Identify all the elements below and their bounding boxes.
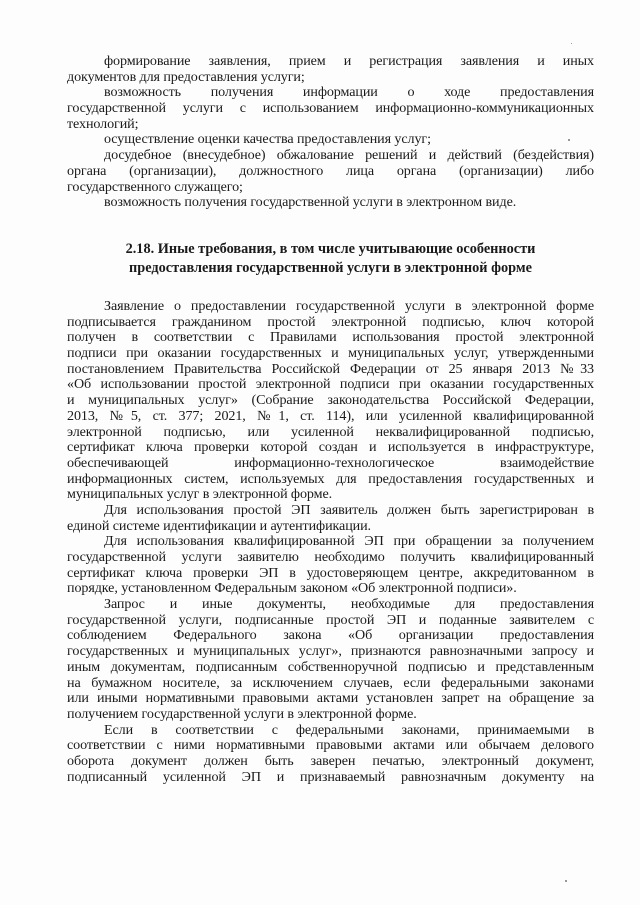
text-line: государственной услуги с использованием информационно-коммуникационных (67, 101, 594, 117)
text-line: органа (организации), должностного лица органа (организации) либо (67, 163, 594, 179)
text-line: иным документам, подписанным собственноручной подписью и представленным (67, 659, 594, 675)
text-line: или иными нормативными правовыми актами установлен запрет на обращение за (67, 691, 594, 707)
text-line: «Об использовании простой электронной подписи при оказании государственных (67, 377, 594, 393)
text-line: государственной услуги заявителю необходимо получить квалифицированный (67, 550, 594, 565)
scan-speck (568, 139, 570, 141)
text-line: возможность получения государственной услуги в электронном виде. (104, 195, 517, 211)
text-line: документов для предоставления услуги; (67, 69, 305, 85)
text-line: порядке, установленном Федеральным законом «Об электронной подписи». (67, 581, 517, 597)
text-line: на бумажном носителе, за исключением случаев, если федеральными законами (67, 675, 594, 691)
intro-list (67, 54, 594, 211)
text-line: 2013, №5, ст. 377; 2021, №1, ст. 114), или усиленной квалифицированной (67, 408, 594, 424)
heading-line: предоставления государственной услуги в электронной форме (129, 260, 532, 276)
text-line: Для использования простой ЭП заявитель должен быть зарегистрирован в (104, 502, 594, 518)
text-line: Заявление о предоставлении государственной услуги в электронной форме (104, 299, 594, 314)
text-line: Если в соответствии с федеральными законами, принимаемыми в (104, 722, 594, 738)
scan-speck (565, 880, 567, 882)
text-line: получен в соответствии с Правилами использования простой электронной (67, 330, 594, 346)
text-line: досудебное (внесудебное) обжалование решений и действий (бездействия) (104, 148, 594, 164)
text-line: осуществление оценки качества предоставления услуг; (104, 132, 431, 148)
text-line: соблюдением Федерального закона «Об организации предоставления (67, 628, 594, 644)
text-line: и муниципальных услуг» (Собрание законодательства Российской Федерации, (67, 393, 594, 409)
text-line: сертификат ключа проверки которой создан и используется в инфраструктуре, (67, 440, 594, 456)
text-line: государственного служащего; (67, 179, 243, 195)
text-line: возможность получения информации о ходе предоставления (104, 85, 594, 101)
text-line: Для использования квалифицированной ЭП при обращении за получением (104, 534, 594, 550)
text-line: государственных и муниципальных услуг», признаются равнозначными запросу и (67, 644, 594, 660)
text-line: информационных систем, используемых для предоставления государственных и (67, 471, 594, 487)
text-line: муниципальных услуг в электронной форме. (67, 487, 333, 503)
heading-line: 2.18. Иные требования, в том числе учитывающие особенности (125, 241, 536, 257)
text-line: получением государственной услуги в электронной форме. (67, 706, 417, 722)
text-line: соответствии с ними нормативными правовыми актами или обычаем делового (67, 738, 594, 754)
section-heading (67, 240, 594, 278)
body-text (67, 299, 594, 785)
text-line: подписанный усиленной ЭП и признаваемый равнозначным документу на (67, 769, 594, 785)
text-line: формирование заявления, прием и регистрация заявления и иных (104, 54, 594, 69)
text-line: государственной услуги, подписанные простой ЭП и поданные заявителем с (67, 612, 594, 628)
text-line: технологий; (67, 116, 139, 132)
scan-speck (571, 43, 572, 44)
text-line: подписывается гражданином простой электронной подписью, ключ которой (67, 314, 594, 330)
text-line: электронной подписью, или усиленной неквалифицированной подписью, (67, 424, 594, 440)
text-line: единой системе идентификации и аутентификации. (67, 518, 371, 534)
text-line: оборота документ должен быть заверен печатью, электронный документ, (67, 753, 594, 769)
text-line: подписи при оказании государственных и муниципальных услуг, утвержденными (67, 346, 594, 362)
text-line: Запрос и иные документы, необходимые для предоставления (104, 597, 594, 613)
text-line: сертификат ключа проверки ЭП в удостоверяющем центре, аккредитованном в (67, 565, 594, 581)
text-line: обеспечивающей информационно-технологическое взаимодействие (67, 455, 594, 471)
text-line: постановлением Правительства Российской Федерации от 25 января 2013 №33 (67, 361, 594, 377)
